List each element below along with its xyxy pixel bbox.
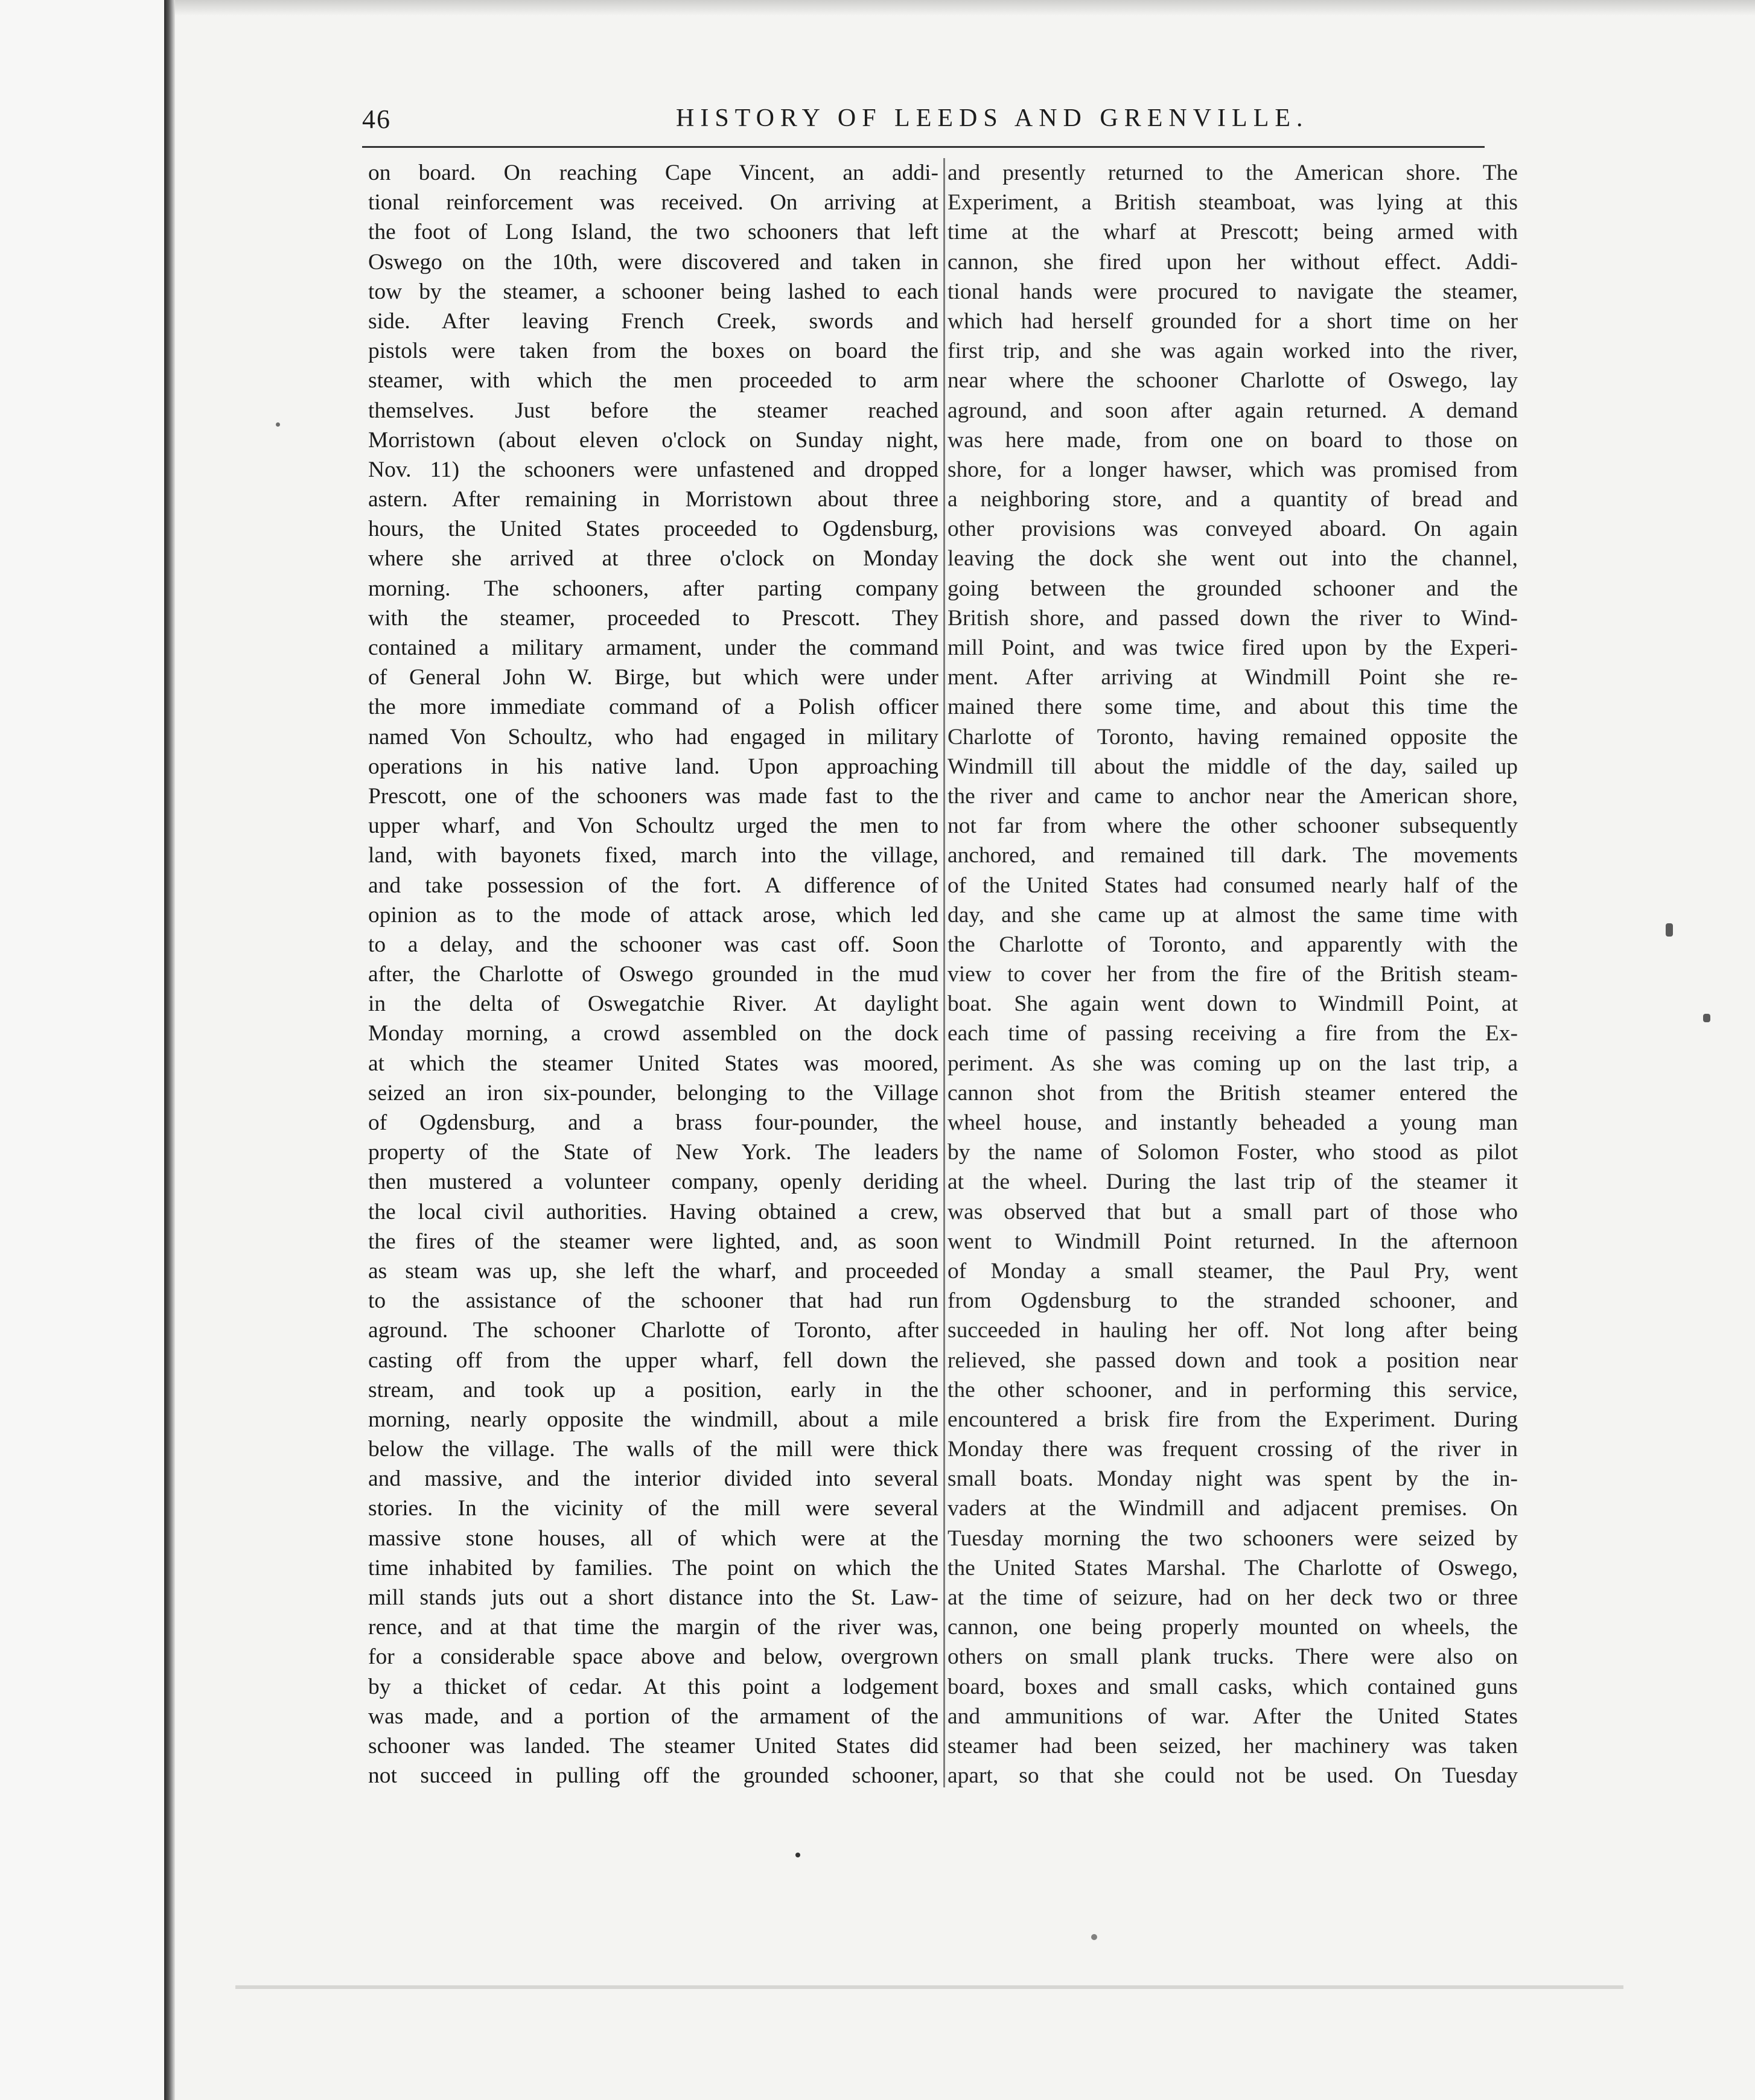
left-column-line: pistols were taken from the boxes on board the [368, 339, 938, 364]
left-column-line: tow by the steamer, a schooner being lashed to each [368, 279, 938, 304]
left-column-line: then mustered a volunteer company, openly deriding [368, 1169, 938, 1195]
right-column-line: each time of passing receiving a fire from the Ex- [948, 1021, 1518, 1046]
left-column-line: was made, and a portion of the armament of the [368, 1704, 938, 1729]
left-column-line: side. After leaving French Creek, swords and [368, 308, 938, 334]
right-column-line: from Ogdensburg to the stranded schooner, and [948, 1288, 1518, 1314]
ink-speck [795, 1853, 800, 1857]
right-column-line: Tuesday morning the two schooners were seized by [948, 1526, 1518, 1551]
left-column-line: tional reinforcement was received. On arriving at [368, 190, 938, 215]
left-column-line: of Ogdensburg, and a brass four-pounder, the [368, 1110, 938, 1135]
right-column-line: at the wheel. During the last trip of the steamer it [948, 1169, 1518, 1195]
right-column-line: the river and came to anchor near the American shore, [948, 783, 1518, 809]
right-column-line: was here made, from one on board to those on [948, 427, 1518, 453]
left-column-line: massive stone houses, all of which were at the [368, 1526, 938, 1551]
right-column-line: steamer had been seized, her machinery was taken [948, 1733, 1518, 1758]
right-column-line: Experiment, a British steamboat, was lying at this [948, 190, 1518, 215]
ink-speck [1666, 923, 1673, 937]
left-column-line: the local civil authorities. Having obtained a crew, [368, 1199, 938, 1224]
right-column-line: time at the wharf at Prescott; being armed with [948, 220, 1518, 245]
left-column-line: upper wharf, and Von Schoultz urged the men to [368, 813, 938, 839]
right-column-line: vaders at the Windmill and adjacent premises. On [948, 1496, 1518, 1521]
left-column-line: casting off from the upper wharf, fell down the [368, 1348, 938, 1373]
right-column-line: of the United States had consumed nearly half of the [948, 873, 1518, 898]
left-column-line: below the village. The walls of the mill were thick [368, 1437, 938, 1462]
right-column-line: view to cover her from the fire of the British steam- [948, 962, 1518, 987]
right-column-line: going between the grounded schooner and the [948, 576, 1518, 601]
left-column-line: land, with bayonets fixed, march into the village, [368, 843, 938, 868]
left-column-line: for a considerable space above and below, overgrown [368, 1644, 938, 1670]
right-column-line: cannon shot from the British steamer entered the [948, 1080, 1518, 1106]
right-column-line: succeeded in hauling her off. Not long after being [948, 1318, 1518, 1343]
right-column-line: shore, for a longer hawser, which was promised from [948, 457, 1518, 482]
left-column-line: the foot of Long Island, the two schooners that left [368, 220, 938, 245]
right-column-line: went to Windmill Point returned. In the afternoon [948, 1229, 1518, 1254]
right-column-line: others on small plank trucks. There were also on [948, 1644, 1518, 1670]
right-column-line: cannon, she fired upon her without effect. Addi- [948, 249, 1518, 275]
left-column-line: where she arrived at three o'clock on Monday [368, 546, 938, 571]
right-column-line: the other schooner, and in performing this service, [948, 1377, 1518, 1402]
right-column-line: was observed that but a small part of those who [948, 1199, 1518, 1224]
left-margin [0, 0, 164, 2100]
ink-speck [1091, 1934, 1097, 1940]
right-column-line: Windmill till about the middle of the day, sailed up [948, 754, 1518, 779]
right-text-column [948, 158, 1518, 1824]
left-column-line: hours, the United States proceeded to Ogdensburg, [368, 517, 938, 542]
right-column-line: mained there some time, and about this time the [948, 695, 1518, 720]
left-column-line: operations in his native land. Upon approaching [368, 754, 938, 779]
left-column-line: by a thicket of cedar. At this point a lodgement [368, 1674, 938, 1699]
left-column-line: astern. After remaining in Morristown about three [368, 487, 938, 512]
right-column-line: and ammunitions of war. After the United States [948, 1704, 1518, 1729]
left-column-line: contained a military armament, under the command [368, 635, 938, 660]
left-column-line: to the assistance of the schooner that had run [368, 1288, 938, 1314]
left-column-line: the fires of the steamer were lighted, and, as soon [368, 1229, 938, 1254]
right-column-line: periment. As she was coming up on the last trip, a [948, 1051, 1518, 1076]
right-column-line: Monday there was frequent crossing of the river in [948, 1437, 1518, 1462]
header-rule [362, 146, 1485, 148]
right-column-line: boat. She again went down to Windmill Point, at [948, 991, 1518, 1017]
left-column-line: property of the State of New York. The leaders [368, 1140, 938, 1165]
right-column-line: wheel house, and instantly beheaded a young man [948, 1110, 1518, 1135]
right-column-line: tional hands were procured to navigate the steamer, [948, 279, 1518, 304]
left-column-line: Morristown (about eleven o'clock on Sunday night, [368, 427, 938, 453]
right-column-line: other provisions was conveyed aboard. On again [948, 517, 1518, 542]
right-column-line: the Charlotte of Toronto, and apparently with the [948, 932, 1518, 957]
running-title: HISTORY OF LEEDS AND GRENVILLE. [676, 104, 1309, 132]
right-column-line: small boats. Monday night was spent by the in- [948, 1466, 1518, 1492]
right-column-line: at the time of seizure, had on her deck two or three [948, 1585, 1518, 1610]
left-column-line: not succeed in pulling off the grounded schooner, [368, 1763, 938, 1789]
right-column-line: and presently returned to the American shore. The [948, 161, 1518, 185]
right-column-line: ment. After arriving at Windmill Point she re- [948, 665, 1518, 690]
left-column-line: Prescott, one of the schooners was made fast to the [368, 783, 938, 809]
left-column-line: after, the Charlotte of Oswego grounded in the mud [368, 962, 938, 987]
right-column-line: not far from where the other schooner subsequently [948, 813, 1518, 839]
left-column-line: with the steamer, proceeded to Prescott. They [368, 605, 938, 631]
right-column-line: relieved, she passed down and took a position near [948, 1348, 1518, 1373]
right-column-line: aground, and soon after again returned. A demand [948, 398, 1518, 423]
left-column-line: of General John W. Birge, but which were under [368, 665, 938, 690]
ink-speck [276, 422, 280, 427]
left-column-line: Monday morning, a crowd assembled on the dock [368, 1021, 938, 1046]
right-column-line: anchored, and remained till dark. The movements [948, 843, 1518, 868]
left-column-line: themselves. Just before the steamer reached [368, 398, 938, 423]
left-column-line: schooner was landed. The steamer United States did [368, 1733, 938, 1758]
left-column-line: time inhabited by families. The point on which the [368, 1555, 938, 1580]
left-column-line: Nov. 11) the schooners were unfastened and dropped [368, 457, 938, 482]
right-column-line: British shore, and passed down the river to Wind- [948, 605, 1518, 631]
left-column-line: mill stands juts out a short distance into the St. Law- [368, 1585, 938, 1610]
left-column-line: at which the steamer United States was moored, [368, 1051, 938, 1076]
left-column-line: in the delta of Oswegatchie River. At daylight [368, 991, 938, 1017]
page-number: 46 [362, 104, 391, 134]
left-column-line: as steam was up, she left the wharf, and proceeded [368, 1258, 938, 1284]
left-column-line: to a delay, and the schooner was cast off. Soon [368, 932, 938, 957]
right-column-line: day, and she came up at almost the same time with [948, 902, 1518, 928]
left-text-column [368, 158, 938, 1824]
left-column-line: and take possession of the fort. A difference of [368, 873, 938, 898]
left-column-line: stories. In the vicinity of the mill were several [368, 1496, 938, 1521]
column-divider [943, 158, 945, 1787]
left-column-line: steamer, with which the men proceeded to arm [368, 368, 938, 393]
page-header [362, 104, 1605, 142]
left-column-line: and massive, and the interior divided into several [368, 1466, 938, 1492]
left-column-line: rence, and at that time the margin of the river was, [368, 1615, 938, 1640]
right-column-line: a neighboring store, and a quantity of bread and [948, 487, 1518, 512]
right-column-line: of Monday a small steamer, the Paul Pry, went [948, 1258, 1518, 1284]
book-spine [164, 0, 175, 2100]
left-column-line: opinion as to the mode of attack arose, which led [368, 902, 938, 928]
right-column-line: encountered a brisk fire from the Experiment. During [948, 1407, 1518, 1432]
left-column-line: named Von Schoultz, who had engaged in military [368, 724, 938, 749]
left-column-line: morning. The schooners, after parting company [368, 576, 938, 601]
right-column-line: apart, so that she could not be used. On Tuesday [948, 1763, 1518, 1789]
left-column-line: morning, nearly opposite the windmill, about a mile [368, 1407, 938, 1432]
page-bottom-edge [235, 1985, 1623, 1989]
left-column-line: on board. On reaching Cape Vincent, an addi- [368, 161, 938, 185]
left-column-line: the more immediate command of a Polish officer [368, 695, 938, 720]
right-column-line: cannon, one being properly mounted on wheels, the [948, 1615, 1518, 1640]
page-top-edge [175, 0, 1755, 16]
right-column-line: near where the schooner Charlotte of Oswego, lay [948, 368, 1518, 393]
right-column-line: the United States Marshal. The Charlotte of Oswego, [948, 1555, 1518, 1580]
left-column-line: stream, and took up a position, early in the [368, 1377, 938, 1402]
right-column-line: which had herself grounded for a short time on her [948, 308, 1518, 334]
left-column-line: aground. The schooner Charlotte of Toronto, after [368, 1318, 938, 1343]
right-column-line: mill Point, and was twice fired upon by the Experi- [948, 635, 1518, 660]
left-column-line: seized an iron six-pounder, belonging to the Village [368, 1080, 938, 1106]
right-column-line: first trip, and she was again worked into the river, [948, 339, 1518, 364]
left-column-line: Oswego on the 10th, were discovered and taken in [368, 249, 938, 275]
right-column-line: leaving the dock she went out into the channel, [948, 546, 1518, 571]
right-column-line: by the name of Solomon Foster, who stood as pilot [948, 1140, 1518, 1165]
right-column-line: board, boxes and small casks, which contained guns [948, 1674, 1518, 1699]
right-column-line: Charlotte of Toronto, having remained opposite the [948, 724, 1518, 749]
ink-speck [1703, 1014, 1710, 1022]
